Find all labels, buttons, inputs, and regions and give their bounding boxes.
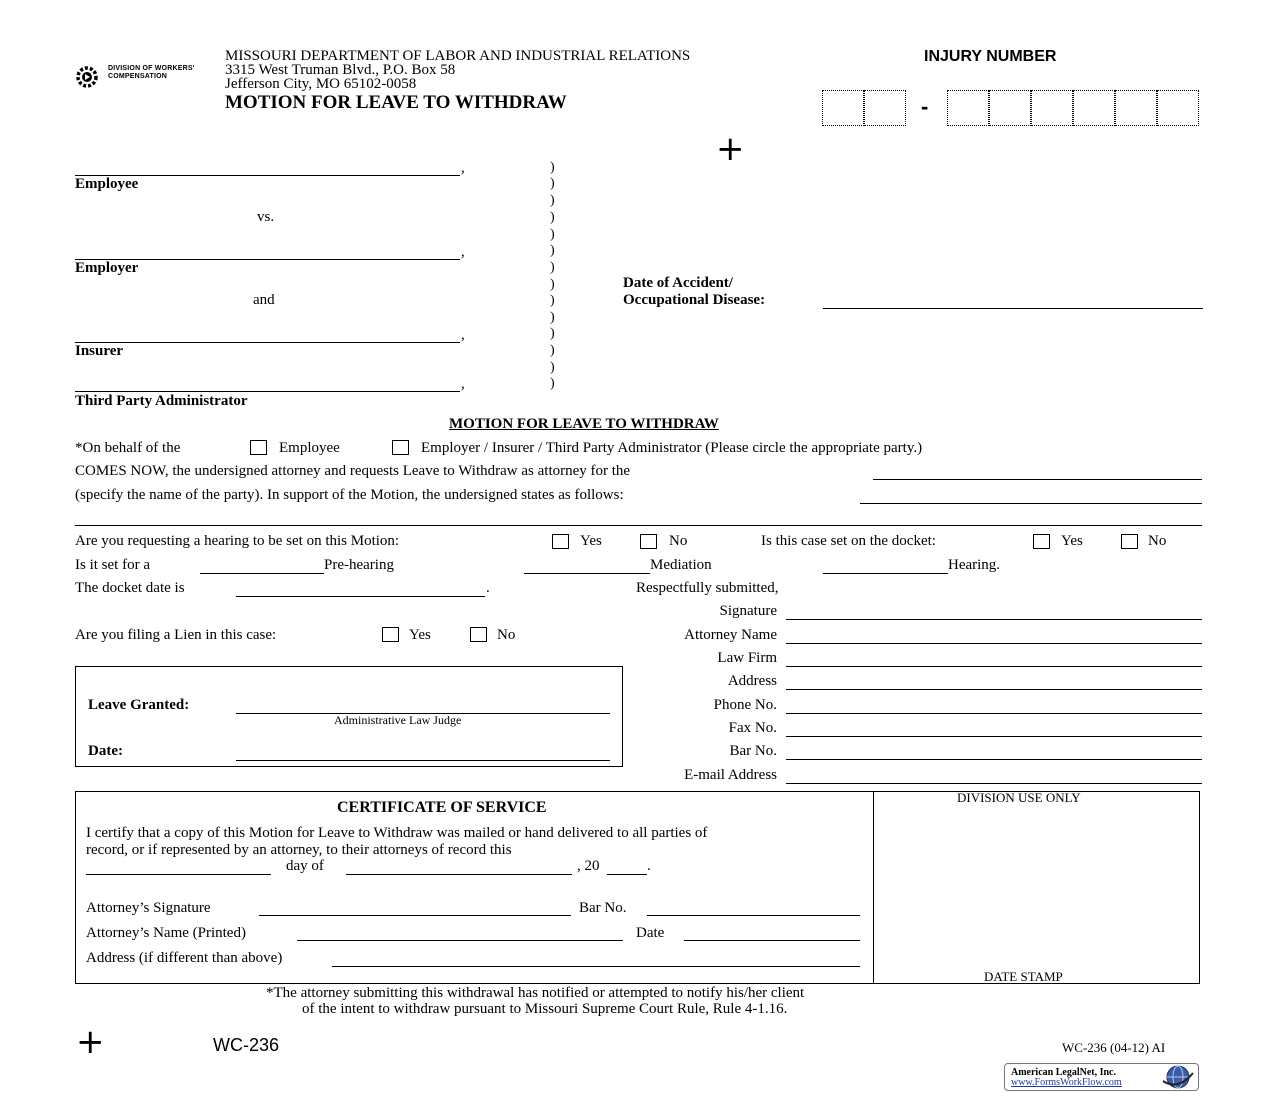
certificate-text-2: record, or if represented by an attorney, to their attorneys of record this [86,842,512,858]
cert-attorney-name-field[interactable] [297,940,623,941]
year-label: , 20 [577,858,600,874]
prehearing-field[interactable] [200,573,324,574]
legalnet-name: American LegalNet, Inc. [1011,1067,1116,1078]
employer-option-label: Employer / Insurer / Third Party Administrator (Please circle the appropriate party.) [421,440,923,456]
date-of-accident-label-1: Date of Accident/ [623,275,733,291]
globe-icon [1160,1064,1196,1090]
paren: ) [550,326,555,341]
address-label: Address [727,673,777,689]
footer-note-1: *The attorney submitting this withdrawal has notified or attempted to notify his/her client [266,985,805,1001]
cert-date-label: Date [636,925,665,941]
attorney-name-label: Attorney Name [684,627,777,643]
cert-date-field[interactable] [684,940,860,941]
paren: ) [550,227,555,242]
cert-year-field[interactable] [607,874,647,875]
phone-field[interactable] [786,713,1202,714]
leave-granted-label: Leave Granted: [88,697,190,713]
fax-label: Fax No. [728,720,777,736]
motion-statement-field[interactable] [75,525,1202,526]
address-line-2: Jefferson City, MO 65102-0058 [225,76,417,92]
paren: ) [550,193,555,208]
hearing-label: Hearing. [948,557,1001,573]
paren: ) [550,260,555,275]
hearing-yes-label: Yes [580,533,602,549]
cert-month-field[interactable] [346,874,572,875]
leave-date-label: Date: [88,743,123,759]
cert-address-label: Address (if different than above) [86,950,283,966]
address-line-1: 3315 West Truman Blvd., P.O. Box 58 [225,62,456,78]
comes-now-text: COMES NOW, the undersigned attorney and requests Leave to Withdraw as attorney for the [75,463,631,479]
set-for-label: Is it set for a [75,557,150,573]
respectfully-submitted: Respectfully submitted, [636,580,779,596]
law-firm-label: Law Firm [717,650,777,666]
lien-no-label: No [497,627,516,643]
insurer-label: Insurer [75,343,124,359]
bar-no-field[interactable] [786,759,1202,760]
paren: ) [550,310,555,325]
paren: ) [550,210,555,225]
on-behalf-label: *On behalf of the [75,440,181,456]
hearing-no-label: No [669,533,688,549]
lien-no-checkbox[interactable] [470,627,487,642]
tpa-label: Third Party Administrator [75,393,248,409]
paren: ) [550,176,555,191]
page-title: MOTION FOR LEAVE TO WITHDRAW [225,92,567,113]
alj-label: Administrative Law Judge [334,713,462,727]
prehearing-label: Pre-hearing [324,557,394,573]
hearing-request-question: Are you requesting a hearing to be set on this Motion: [75,533,400,549]
attorney-name-printed-label: Attorney’s Name (Printed) [86,925,246,941]
fax-field[interactable] [786,736,1202,737]
legalnet-url[interactable]: www.FormsWorkFlow.com [1011,1077,1122,1088]
signature-field[interactable] [786,619,1202,620]
signature-label: Signature [719,603,777,619]
docket-no-label: No [1148,533,1167,549]
date-of-accident-label-2: Occupational Disease: [623,292,766,308]
division-use-only-label: DIVISION USE ONLY [957,790,1081,805]
lien-yes-checkbox[interactable] [382,627,399,642]
employee-label: Employee [75,176,139,192]
docket-question: Is this case set on the docket: [761,533,936,549]
docket-date-label: The docket date is [75,580,185,596]
mediation-label: Mediation [650,557,712,573]
docket-no-checkbox[interactable] [1121,534,1138,549]
vs-label: vs. [257,209,275,225]
paren: ) [550,376,555,391]
party-name-field-1[interactable] [873,479,1202,480]
footer-note-2: of the intent to withdraw pursuant to Missouri Supreme Court Rule, Rule 4-1.16. [302,1001,788,1017]
date-stamp-label: DATE STAMP [984,969,1063,984]
employee-checkbox[interactable] [250,440,267,455]
comma: , [461,160,465,176]
bar-no-label: Bar No. [729,743,777,759]
docket-yes-checkbox[interactable] [1033,534,1050,549]
form-id: WC-236 [213,1035,280,1055]
cert-day-field[interactable] [86,874,271,875]
paren: ) [550,360,555,375]
phone-label: Phone No. [713,697,777,713]
docket-yes-label: Yes [1061,533,1083,549]
paren: ) [550,277,555,292]
paren: ) [550,160,555,175]
date-of-accident-field[interactable] [823,308,1203,309]
comma: , [461,327,465,343]
certificate-text-1: I certify that a copy of this Motion for Leave to Withdraw was mailed or hand delivered to all parties of [86,825,708,841]
gear-logo-icon [74,64,104,90]
employer-label: Employer [75,260,139,276]
motion-heading: MOTION FOR LEAVE TO WITHDRAW [449,416,719,432]
attorney-signature-label: Attorney’s Signature [86,900,211,916]
party-name-field-2[interactable] [860,503,1202,504]
paren: ) [550,343,555,358]
hearing-no-checkbox[interactable] [640,534,657,549]
employee-option-label: Employee [279,440,340,456]
attorney-name-field[interactable] [786,643,1202,644]
mediation-field[interactable] [524,573,650,574]
cert-address-field[interactable] [332,966,860,967]
registration-mark-bottom: + [76,1022,105,1062]
address-field[interactable] [786,689,1202,690]
docket-date-field[interactable] [236,596,485,597]
email-field[interactable] [786,783,1202,784]
lien-question: Are you filing a Lien in this case: [75,627,277,643]
comma: , [461,244,465,260]
injury-number-label: INJURY NUMBER [924,48,1057,65]
cert-attorney-signature-field[interactable] [259,915,571,916]
docket-date-period: . [486,580,490,596]
paren: ) [550,243,555,258]
division-logo [74,64,204,90]
cert-bar-no-label: Bar No. [579,900,627,916]
form-revision: WC-236 (04-12) AI [1062,1040,1166,1055]
law-firm-field[interactable] [786,666,1202,667]
division-use-divider [873,791,874,984]
certificate-heading: CERTIFICATE OF SERVICE [337,799,547,816]
registration-mark-top: + [716,129,745,169]
leave-date-field[interactable] [236,760,610,761]
employer-insurer-checkbox[interactable] [392,440,409,455]
american-legalnet-badge[interactable] [1004,1063,1199,1091]
specify-text: (specify the name of the party). In support of the Motion, the undersigned states as follows: [75,487,624,503]
comma: , [461,376,465,392]
hearing-yes-checkbox[interactable] [552,534,569,549]
hearing-field[interactable] [823,573,948,574]
day-of-label: day of [286,858,324,874]
division-logo-text: DIVISION OF WORKERS' COMPENSATION [108,65,195,80]
tpa-name-field[interactable] [75,391,460,392]
lien-yes-label: Yes [409,627,431,643]
paren: ) [550,293,555,308]
insurer-name-field[interactable] [75,342,460,343]
injury-number-dash: - [921,94,929,119]
email-label: E-mail Address [684,767,777,783]
department-name: MISSOURI DEPARTMENT OF LABOR AND INDUSTRIAL RELATIONS [225,48,691,64]
year-period: . [647,858,651,874]
cert-bar-no-field[interactable] [647,915,860,916]
and-label: and [253,292,275,308]
